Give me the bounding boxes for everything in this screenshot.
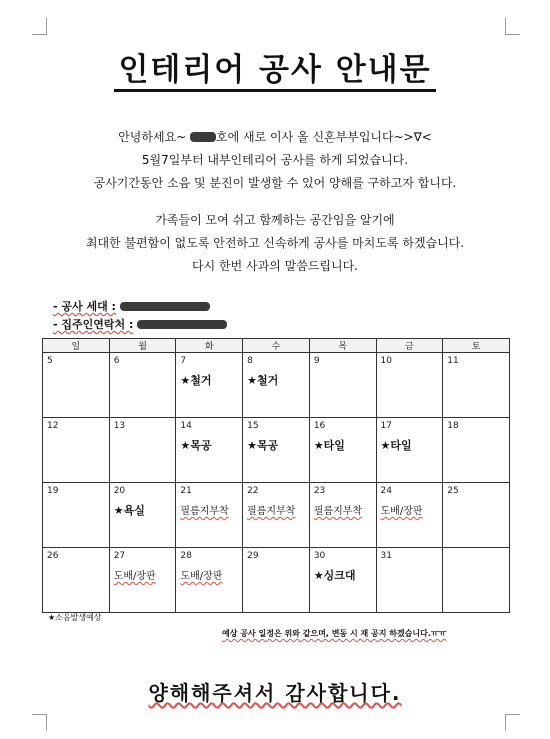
schedule-event: 도배/장판	[113, 571, 156, 582]
day-number: 6	[113, 356, 120, 366]
calendar-day-cell	[243, 353, 310, 418]
calendar-day-cell	[443, 353, 510, 418]
day-number: 25	[447, 486, 459, 496]
schedule-event: ★철거	[247, 374, 279, 387]
calendar-week-row	[43, 483, 510, 548]
weekday-header: 목	[309, 339, 376, 353]
calendar-day-cell	[109, 548, 176, 613]
day-number: 8	[247, 356, 253, 366]
calendar-day-cell	[109, 418, 176, 483]
household-row	[53, 298, 227, 316]
schedule-event: 도배/장판	[180, 571, 223, 582]
paragraph1-line: 공사기간동안 소음 및 분진이 발생할 수 있어 양해를 구하고자 합니다.	[93, 176, 457, 190]
day-number: 10	[380, 356, 392, 366]
page-corner-mark	[32, 714, 47, 731]
noise-note: ★소음발생예상	[48, 613, 102, 622]
calendar-day-cell	[43, 483, 110, 548]
day-number: 23	[313, 486, 326, 496]
calendar-day-cell	[376, 483, 443, 548]
day-number: 21	[180, 486, 192, 496]
calendar-day-cell	[109, 353, 176, 418]
calendar-day-cell	[309, 483, 376, 548]
day-number: 12	[47, 421, 59, 431]
calendar-day-cell	[176, 548, 243, 613]
schedule-event: ★타일	[313, 439, 345, 452]
calendar-day-cell	[43, 418, 110, 483]
schedule-event: 도배/장판	[380, 506, 423, 517]
day-number: 17	[380, 421, 392, 431]
day-number: 11	[447, 356, 459, 366]
calendar-day-cell	[376, 548, 443, 613]
day-number: 29	[247, 551, 259, 561]
calendar-day-cell	[243, 418, 310, 483]
calendar-day-cell	[109, 483, 176, 548]
calendar-day-cell	[376, 353, 443, 418]
schedule-event: ★욕실	[113, 504, 145, 517]
day-number: 18	[447, 421, 459, 431]
schedule-event: ★싱크대	[313, 569, 356, 582]
greeting-line	[40, 126, 510, 149]
day-number: 16	[313, 421, 326, 431]
schedule-event: 필름지부착	[247, 506, 296, 517]
day-number: 24	[380, 486, 392, 496]
contact-info	[53, 298, 227, 334]
calendar-day-cell	[376, 418, 443, 483]
day-number: 28	[180, 551, 192, 561]
paragraph1-line: 5월7일부터 내부인테리어 공사를 하게 되었습니다.	[141, 153, 409, 167]
document-title	[0, 44, 550, 89]
calendar-day-cell	[43, 548, 110, 613]
day-number: 14	[180, 421, 192, 431]
contact-label: - 집주인연락처 :	[53, 318, 134, 331]
day-number: 9	[313, 356, 320, 366]
calendar-day-cell	[443, 418, 510, 483]
day-number: 13	[113, 421, 126, 431]
greeting-pre: 안녕하세요~	[118, 130, 187, 144]
schedule-event: 필름지부착	[180, 506, 229, 517]
calendar-week-row	[43, 418, 510, 483]
redacted-contact	[137, 320, 227, 329]
calendar-week-row	[43, 353, 510, 418]
calendar-day-cell	[243, 483, 310, 548]
document-title-text: 인테리어 공사 안내문	[114, 52, 435, 92]
calendar-day-cell	[176, 418, 243, 483]
calendar-day-cell	[176, 353, 243, 418]
body-text	[40, 126, 510, 278]
calendar-day-cell	[443, 483, 510, 548]
schedule-event: ★목공	[180, 439, 212, 452]
page-corner-mark	[505, 18, 520, 35]
calendar-day-cell	[309, 548, 376, 613]
day-number: 5	[47, 356, 53, 366]
paragraph2-line: 다시 한번 사과의 말씀드립니다.	[192, 259, 358, 273]
day-number: 20	[113, 486, 126, 496]
day-number: 27	[113, 551, 126, 561]
weekday-header: 화	[176, 339, 243, 353]
weekday-header: 일	[43, 339, 110, 353]
closing-message	[0, 677, 550, 706]
weekday-header: 월	[109, 339, 176, 353]
day-number: 15	[247, 421, 259, 431]
calendar-day-cell	[243, 548, 310, 613]
schedule-event: ★타일	[380, 439, 412, 452]
calendar-day-cell	[43, 353, 110, 418]
weekday-header: 금	[376, 339, 443, 353]
page-corner-mark	[32, 18, 47, 35]
calendar-week-row	[43, 548, 510, 613]
redacted-household	[120, 302, 210, 311]
household-label: - 공사 세대 :	[53, 300, 116, 313]
paragraph2-line: 최대한 불편함이 없도록 안전하고 신속하게 공사를 마치도록 하겠습니다.	[85, 236, 465, 250]
calendar-day-cell	[176, 483, 243, 548]
page-corner-mark	[505, 714, 520, 731]
calendar-day-cell	[309, 353, 376, 418]
day-number: 19	[47, 486, 59, 496]
weekday-header: 수	[243, 339, 310, 353]
day-number: 31	[380, 551, 392, 561]
day-number: 22	[247, 486, 259, 496]
schedule-event: 필름지부착	[313, 506, 363, 517]
redacted-unit-number	[190, 132, 216, 142]
contact-row	[53, 316, 227, 334]
day-number: 26	[47, 551, 59, 561]
weekday-header: 토	[443, 339, 510, 353]
schedule-change-notice: 예상 공사 일정은 위와 같으며, 변동 시 재 공지 하겠습니다.ㅠㅠ	[222, 629, 447, 638]
schedule-event: ★목공	[247, 439, 279, 452]
greeting-post: 호에 새로 이사 올 신혼부부입니다~>∇<	[216, 130, 432, 144]
calendar-day-cell	[309, 418, 376, 483]
calendar-day-cell	[443, 548, 510, 613]
closing-text: 양해해주셔서 감사합니다.	[148, 681, 402, 705]
day-number: 7	[180, 356, 187, 366]
schedule-calendar	[42, 338, 510, 613]
schedule-event: ★철거	[180, 374, 212, 387]
calendar-header-row	[43, 339, 510, 353]
day-number: 30	[313, 551, 326, 561]
paragraph2-line: 가족들이 모여 쉬고 함께하는 공간임을 알기에	[155, 213, 395, 227]
